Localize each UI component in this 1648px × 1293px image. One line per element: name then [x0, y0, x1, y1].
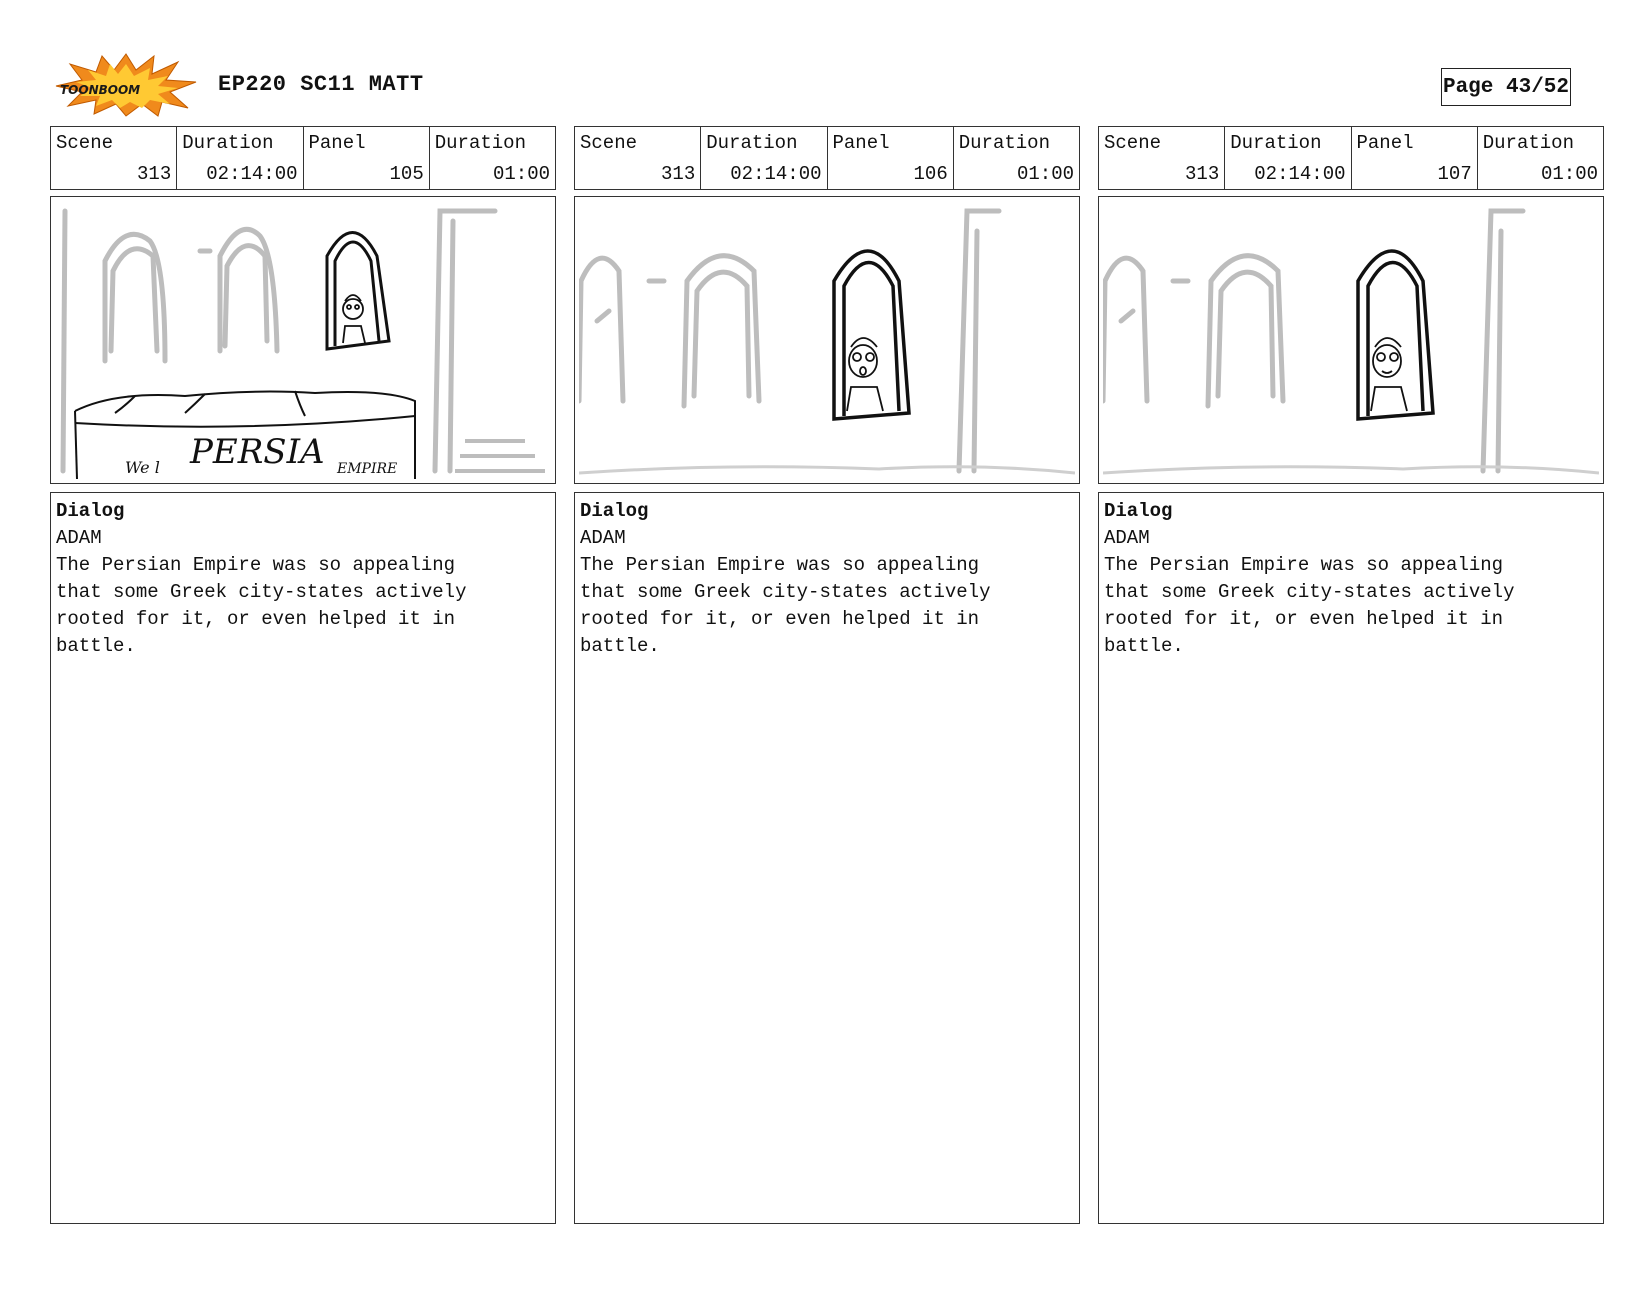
- panel-duration-label: Duration: [958, 132, 1050, 154]
- panel-duration-cell: [1478, 127, 1603, 189]
- dialog-box: [50, 492, 556, 1224]
- dialog-header: Dialog: [580, 500, 649, 522]
- panel-value: 106: [913, 163, 948, 185]
- panel-duration-label: Duration: [1482, 132, 1574, 154]
- storyboard-column-2: [574, 126, 1080, 1224]
- scene-duration-label: Duration: [182, 132, 274, 154]
- panel-info-table: [1098, 126, 1604, 190]
- scene-value: 313: [661, 163, 696, 185]
- storyboard-column-3: [1098, 126, 1604, 1224]
- scene-value: 313: [1185, 163, 1220, 185]
- sketch-drawing: [1103, 201, 1599, 479]
- storyboard-frame: [50, 196, 556, 484]
- scene-duration-label: Duration: [706, 132, 798, 154]
- scene-duration-value: 02:14:00: [206, 163, 298, 185]
- scene-label: Scene: [580, 132, 638, 154]
- dialog-box: [1098, 492, 1604, 1224]
- page-counter-label: Page: [1442, 75, 1494, 99]
- panel-duration-value: 01:00: [492, 163, 550, 185]
- banner-persia-text: PERSIA: [190, 432, 325, 472]
- scene-duration-cell: [177, 127, 303, 189]
- scene-duration-cell: [701, 127, 827, 189]
- panel-cell: [1352, 127, 1478, 189]
- dialog-text: The Persian Empire was so appealing that some Greek city-states actively rooted for it, or even helped it in battle.: [1104, 554, 1515, 657]
- panel-label: Panel: [1356, 132, 1414, 154]
- page-title: EP220 SC11 MATT: [218, 72, 424, 97]
- panel-label: Panel: [832, 132, 890, 154]
- sketch-drawing: [579, 201, 1075, 479]
- page-counter-value: 43/52: [1506, 75, 1570, 99]
- scene-cell: [1099, 127, 1225, 189]
- sketch-drawing: [55, 201, 551, 479]
- dialog-header: Dialog: [1104, 500, 1173, 522]
- banner-sub-right-text: EMPIRE: [337, 461, 398, 477]
- dialog-text: The Persian Empire was so appealing that some Greek city-states actively rooted for it, or even helped it in battle.: [56, 554, 467, 657]
- scene-label: Scene: [1104, 132, 1162, 154]
- logo-burst-icon: [54, 52, 198, 118]
- panel-value: 107: [1437, 163, 1472, 185]
- scene-duration-cell: [1225, 127, 1351, 189]
- page-counter: [1441, 68, 1571, 106]
- panel-info-table: [574, 126, 1080, 190]
- dialog-text: The Persian Empire was so appealing that some Greek city-states actively rooted for it, or even helped it in battle.: [580, 554, 991, 657]
- panel-duration-cell: [430, 127, 555, 189]
- panel-duration-value: 01:00: [1016, 163, 1074, 185]
- panel-cell: [828, 127, 954, 189]
- scene-value: 313: [137, 163, 172, 185]
- panel-cell: [304, 127, 430, 189]
- storyboard-column-1: [50, 126, 556, 1224]
- panel-duration-cell: [954, 127, 1079, 189]
- panel-duration-value: 01:00: [1540, 163, 1598, 185]
- storyboard-frame: [1098, 196, 1604, 484]
- logo-wordmark: TOONBOOM: [60, 83, 141, 97]
- panel-info-table: [50, 126, 556, 190]
- storyboard-frame: [574, 196, 1080, 484]
- scene-duration-value: 02:14:00: [730, 163, 822, 185]
- scene-cell: [51, 127, 177, 189]
- dialog-speaker: ADAM: [56, 527, 102, 549]
- scene-duration-label: Duration: [1230, 132, 1322, 154]
- panel-value: 105: [389, 163, 424, 185]
- panel-label: Panel: [308, 132, 366, 154]
- dialog-speaker: ADAM: [580, 527, 626, 549]
- banner-sub-left-text: We l: [125, 458, 160, 477]
- panel-duration-label: Duration: [434, 132, 526, 154]
- scene-cell: [575, 127, 701, 189]
- dialog-speaker: ADAM: [1104, 527, 1150, 549]
- dialog-header: Dialog: [56, 500, 125, 522]
- scene-duration-value: 02:14:00: [1254, 163, 1346, 185]
- toonboom-logo: [54, 52, 198, 118]
- dialog-box: [574, 492, 1080, 1224]
- scene-label: Scene: [56, 132, 114, 154]
